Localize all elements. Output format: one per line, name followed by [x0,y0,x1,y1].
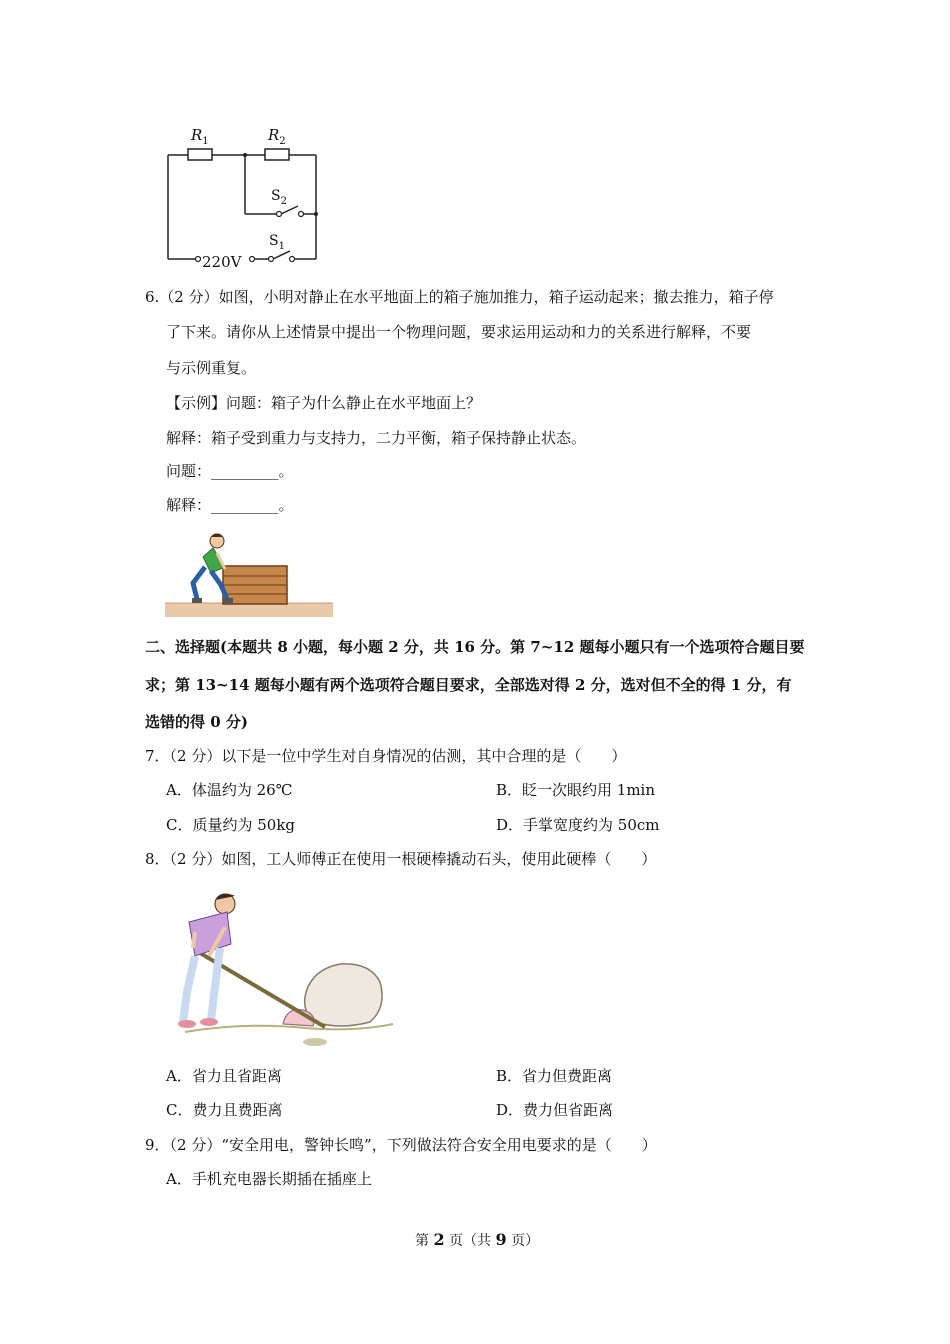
resistor-r2 [265,149,289,160]
boy-pushing-box-illustration [165,527,333,619]
worker-icon [178,894,235,1028]
q7-stem: 7．（2 分）以下是一位中学生对自身情况的估测，其中合理的是（ ） [145,747,627,765]
q7-option-b: B．眨一次眼约用 1min [496,781,656,799]
section2-heading-line3: 选错的得 0 分) [145,713,248,731]
switch-s1 [273,251,290,259]
q8-option-b: B．省力但费距离 [496,1067,613,1085]
label-s1: $S_1$ [269,233,285,252]
switch-s2 [281,206,298,214]
label-voltage: 220V [202,253,242,271]
q8-stem: 8．（2 分）如图，工人师傅正在使用一根硬棒撬动石头，使用此硬棒（ ） [145,850,657,868]
rock-icon [305,964,382,1026]
q8-option-d: D．费力但省距离 [496,1101,614,1119]
q6-explain: 解释：箱子受到重力与支持力，二力平衡，箱子保持静止状态。 [166,429,587,447]
q6-line1: 6.（2 分）如图，小明对静止在水平地面上的箱子施加推力，箱子运动起来；撤去推力，箱子停 [145,288,774,306]
q6-question-blank: 问题：_________。 [166,462,294,480]
q9-stem: 9．（2 分）“安全用电，警钟长鸣”，下列做法符合安全用电要求的是（ ） [145,1136,657,1154]
section2-heading-line1: 二、选择题(本题共 8 小题，每小题 2 分，共 16 分。第 7~12 题每小题只有一个选项符合题目要 [145,638,805,656]
worker-lever-illustration [165,882,395,1052]
page-footer: 第 2 页（共 9 页） [415,1230,540,1249]
q7-option-c: C．质量约为 50kg [166,816,296,834]
circuit-diagram [160,122,330,262]
q6-answer-blank: 解释：_________。 [166,496,294,514]
section2-heading-line2: 求；第 13~14 题每小题有两个选项符合题目要求，全部选对得 2 分，选对但不全的得 1 分，有 [145,676,792,694]
q6-line3: 与示例重复。 [166,359,257,377]
q7-option-a: A．体温约为 26℃ [166,781,293,799]
q7-option-d: D．手掌宽度约为 50cm [496,816,660,834]
resistor-r1 [188,149,212,160]
label-r2: $R_2$ [268,126,286,147]
q6-line2: 了下来。请你从上述情景中提出一个物理问题，要求运用运动和力的关系进行解释，不要 [166,323,752,341]
q8-option-c: C．费力且费距离 [166,1101,283,1119]
q8-option-a: A．省力且省距离 [166,1067,282,1085]
label-s2: $S_2$ [271,188,287,207]
label-r1: $R_1$ [191,126,209,147]
q9-option-a: A．手机充电器长期插在插座上 [166,1170,372,1188]
q6-example: 【示例】问题：箱子为什么静止在水平地面上？ [166,394,482,412]
